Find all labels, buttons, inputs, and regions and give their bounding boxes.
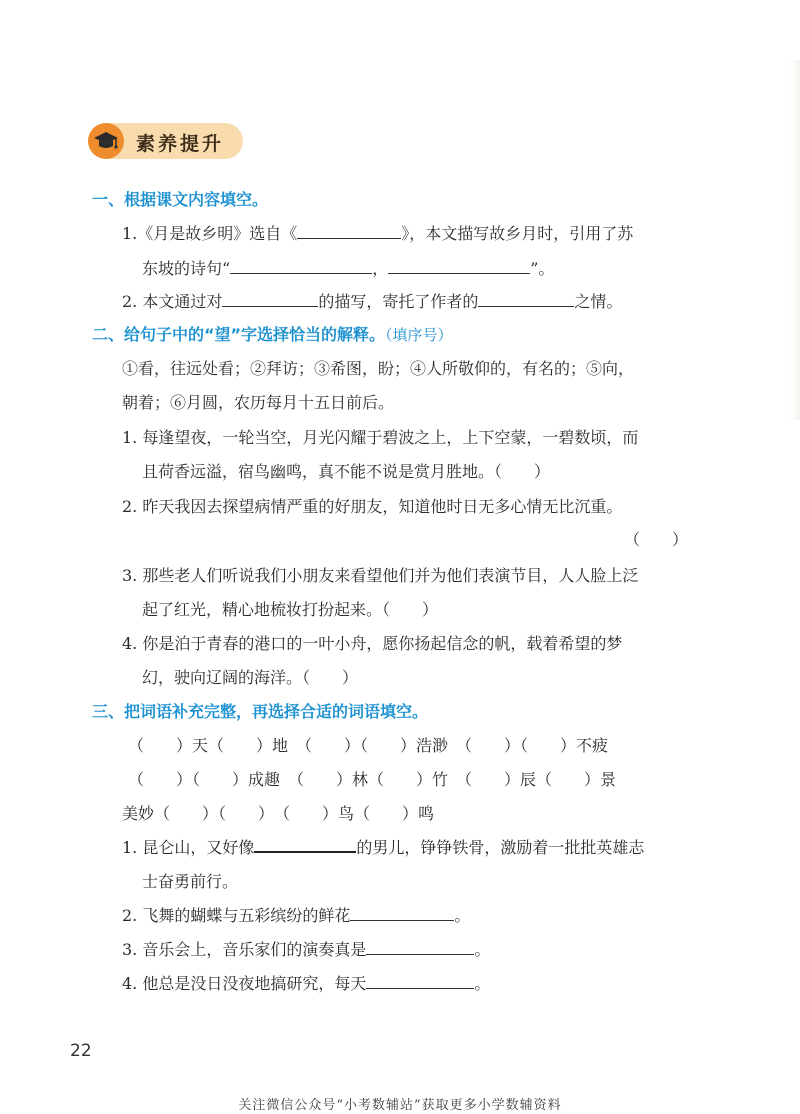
q3-item2-text-b: 。	[454, 906, 471, 925]
answer-blank[interactable]	[254, 837, 356, 853]
q2-item4-line2: 幻，驶向辽阔的海洋。（ ）	[142, 668, 359, 687]
q2-item3-line2: 起了红光，精心地梳妆打扮起来。（ ）	[142, 600, 439, 619]
q3-words-line2: （ ）（ ）成趣 （ ）林（ ）竹 （ ）辰（ ）景	[128, 770, 617, 789]
q3-heading: 三、把词语补充完整，再选择合适的词语填空。	[92, 702, 429, 721]
q3-words-line3: 美妙（ ）（ ） （ ）鸟（ ）鸣	[122, 804, 435, 823]
answer-blank[interactable]	[366, 940, 474, 955]
section-badge	[88, 123, 243, 159]
q3-item4-text-b: 。	[474, 974, 491, 993]
section-title: 素养提升	[136, 133, 225, 155]
q3-item3-text-a: 3. 音乐会上，音乐家们的演奏真是	[122, 940, 367, 959]
q3-words-line1: （ ）天（ ）地 （ ）（ ）浩渺 （ ）（ ）不疲	[128, 736, 609, 755]
q3-item1-text-b: 的男儿，铮铮铁骨，激励着一批批英雄志	[356, 838, 645, 857]
q1-item1-text-d: ，	[372, 259, 389, 278]
q2-hint: （填序号）	[385, 326, 453, 344]
q1-item1-text-b: 》，本文描写故乡月时，引用了苏	[401, 224, 634, 243]
q1-item2-text-b: 的描写，寄托了作者的	[318, 292, 479, 311]
q1-item1-text-a: 1.《月是故乡明》选自《	[122, 224, 298, 243]
q1-item1-text-e: ”。	[530, 259, 555, 278]
q1-item1-text-c: 东坡的诗句“	[142, 259, 231, 278]
q2-item4-line1: 4. 你是泊于青春的港口的一叶小舟，愿你扬起信念的帆，载着希望的梦	[122, 634, 623, 653]
graduation-cap-icon	[92, 127, 120, 155]
q2-item3-line1: 3. 那些老人们听说我们小朋友来看望他们并为他们表演节目，人人脸上泛	[122, 566, 639, 585]
q2-heading	[92, 322, 453, 345]
q3-item1-line2: 士奋勇前行。	[142, 872, 239, 891]
q1-item1-line1	[122, 221, 633, 244]
q3-item4	[122, 971, 490, 994]
q2-item1-line2: 且荷香远溢，宿鸟幽鸣，真不能不说是赏月胜地。（ ）	[142, 462, 551, 481]
answer-blank[interactable]	[350, 906, 454, 921]
q1-item2-text-a: 2. 本文通过对	[122, 292, 223, 311]
answer-blank[interactable]	[388, 259, 530, 274]
q2-options-line1: ①看，往远处看；②拜访；③希图，盼；④人所敬仰的，有名的；⑤向，	[122, 359, 635, 378]
answer-blank[interactable]	[230, 259, 372, 274]
q3-item1-text-a: 1. 昆仑山，又好像	[122, 838, 255, 857]
q2-heading-text: 二、给句子中的“望”字选择恰当的解释。	[92, 325, 386, 344]
q2-item2-line2: （ ）	[623, 530, 688, 549]
q2-options-line2: 朝着；⑥月圆，农历每月十五日前后。	[122, 393, 395, 412]
q3-item2-text-a: 2. 飞舞的蝴蝶与五彩缤纷的鲜花	[122, 906, 351, 925]
q2-item2-line1: 2. 昨天我因去探望病情严重的好朋友，知道他时日无多心情无比沉重。	[122, 497, 623, 516]
q1-heading: 一、根据课文内容填空。	[92, 190, 269, 209]
badge-circle	[88, 123, 124, 159]
q3-item2	[122, 903, 470, 926]
answer-blank[interactable]	[366, 974, 474, 989]
footer-notice: 关注微信公众号“小考数辅站”获取更多小学数辅资料	[238, 1098, 562, 1113]
q3-item1-line1	[122, 835, 644, 858]
q2-item1-line1: 1. 每逢望夜，一轮当空，月光闪耀于碧波之上，上下空蒙，一碧数顷，而	[122, 428, 639, 447]
q1-item2	[122, 289, 622, 312]
q3-item3-text-b: 。	[474, 940, 491, 959]
q1-item1-line2	[142, 256, 554, 279]
page-edge-shadow	[790, 60, 800, 420]
q1-item2-text-c: 之情。	[574, 292, 623, 311]
q3-item3	[122, 937, 490, 960]
answer-blank[interactable]	[297, 224, 401, 239]
page-number: 22	[70, 1041, 92, 1061]
answer-blank[interactable]	[478, 292, 574, 307]
answer-blank[interactable]	[222, 292, 318, 307]
q3-item4-text-a: 4. 他总是没日没夜地搞研究，每天	[122, 974, 367, 993]
